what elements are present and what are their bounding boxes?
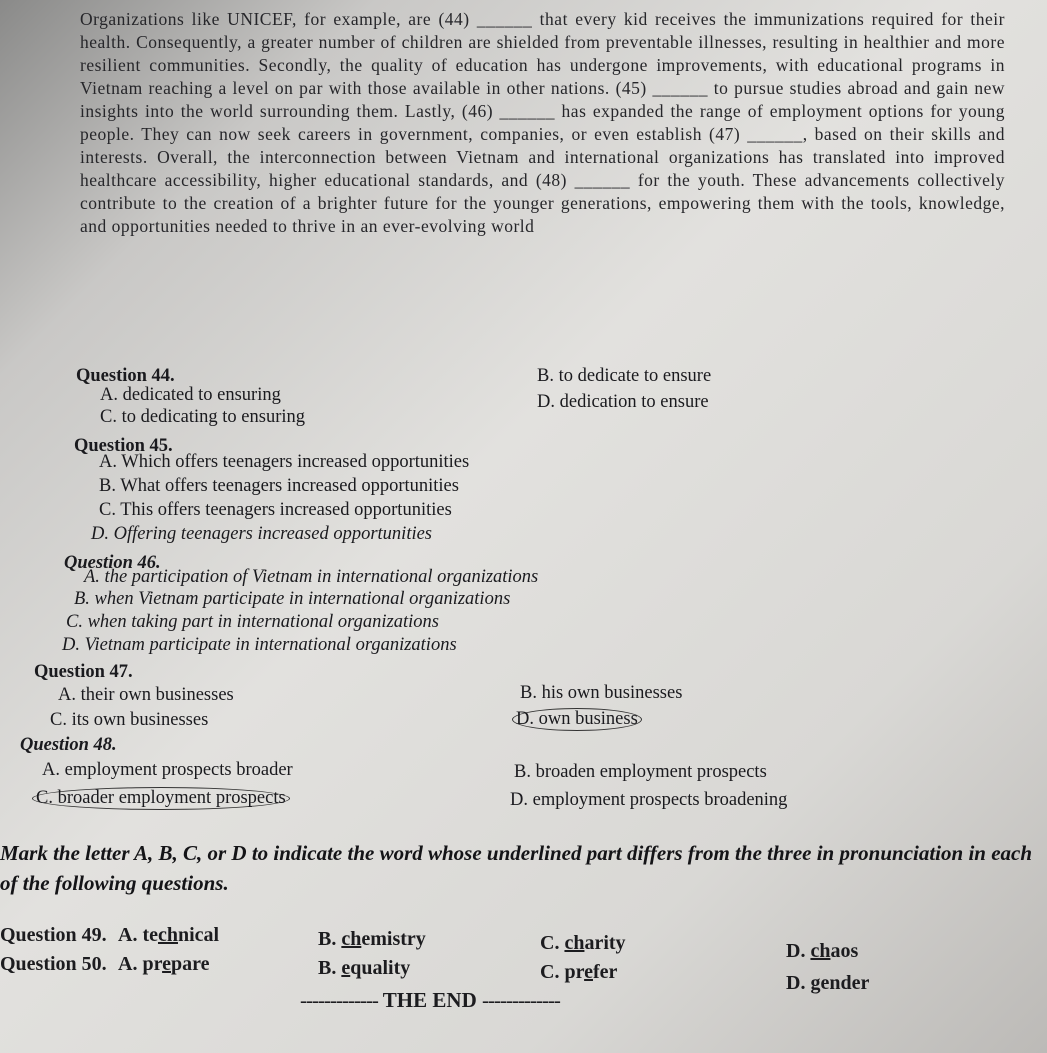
question-44-option-c: C. to dedicating to ensuring (100, 407, 306, 427)
question-50-option-c: C. prefer (540, 961, 618, 983)
end-marker: ------------- THE END ------------- (300, 988, 560, 1012)
question-50-option-d: D. gender (786, 972, 870, 994)
question-45-title: Question 45. (74, 436, 173, 456)
question-48-option-a: A. employment prospects broader (42, 760, 293, 780)
question-48-title: Question 48. (20, 735, 117, 755)
question-50-option-a: A. prepare (118, 953, 210, 975)
question-46-option-b: B. when Vietnam participate in international organizations (74, 589, 511, 609)
question-48-option-d: D. employment prospects broadening (510, 790, 788, 810)
question-49-option-a: A. technical (118, 924, 220, 946)
question-49-option-d: D. chaos (786, 940, 859, 962)
question-45-option-a: A. Which offers teenagers increased opportunities (99, 452, 470, 472)
question-45-option-c: C. This offers teenagers increased opportunities (99, 500, 452, 520)
question-46-title: Question 46. (64, 553, 161, 573)
question-47-option-a: A. their own businesses (58, 685, 234, 705)
question-46-option-d: D. Vietnam participate in international organizations (62, 635, 457, 655)
question-45-option-b: B. What offers teenagers increased opportunities (99, 476, 459, 496)
question-44-option-d: D. dedication to ensure (537, 392, 709, 412)
question-46-option-a: A. the participation of Vietnam in international organizations (84, 567, 539, 587)
question-46-option-c: C. when taking part in international organizations (66, 612, 439, 632)
question-44-option-a: A. dedicated to ensuring (100, 385, 281, 405)
question-48-option-b: B. broaden employment prospects (514, 762, 767, 782)
end-text: THE END (382, 988, 477, 1012)
answer-circle: C. broader employment prospects (32, 787, 290, 810)
question-47-option-c: C. its own businesses (50, 710, 209, 730)
question-50-title: Question 50. (0, 953, 107, 975)
question-47-option-b: B. his own businesses (520, 683, 683, 703)
answer-circle: D. own business (512, 708, 642, 731)
section-instructions: Mark the letter A, B, C, or D to indicate the word whose underlined part differs from the three in pronunciation in each of the following questions. (0, 841, 1033, 895)
question-45-option-d: D. Offering teenagers increased opportunities (91, 524, 433, 544)
question-49-title: Question 49. (0, 924, 107, 946)
reading-passage (80, 8, 1005, 238)
question-49-option-b: B. chemistry (318, 928, 426, 950)
question-47-title: Question 47. (34, 662, 133, 682)
question-50-option-b: B. equality (318, 957, 411, 979)
question-44-title: Question 44. (76, 366, 175, 386)
question-47-option-d (512, 708, 642, 731)
question-49-option-c: C. charity (540, 932, 626, 954)
passage-text: Organizations like UNICEF, for example, are (44) ______ that every kid receives the immunizations required for their health. Consequently, a greater number of children are shielded from preventable illnesses, resulting in healthier and more resilient communities. Secondly, the quality of education has undergone improvements, with educational programs in Vietnam reaching a level on par with those available in other nations. (45) ______ to pursue studies abroad and gain new insights into the world surrounding them. Lastly, (46) ______ has expanded the range of employment options for young people. They can now seek careers in government, companies, or even establish (47) ______, based on their skills and interests. Overall, the interconnection between Vietnam and international organizations has translated into improved healthcare accessibility, higher educational standards, and (48) ______ for the youth. These advancements collectively contribute to the creation of a brighter future for the younger generations, empowering them with the tools, knowledge, and opportunities needed to thrive in an ever-evolving world (80, 9, 1005, 236)
question-44-option-b: B. to dedicate to ensure (537, 366, 712, 386)
question-48-option-c (32, 787, 290, 810)
